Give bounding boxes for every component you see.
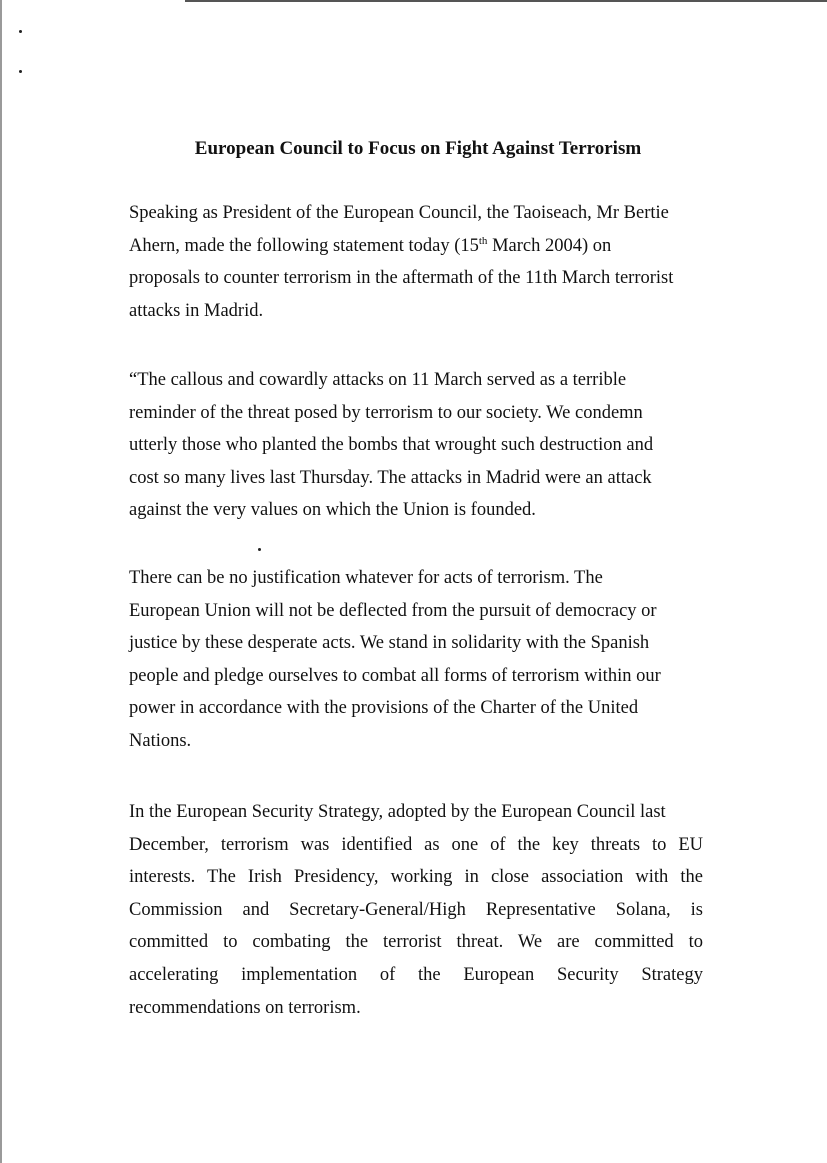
paragraph-line: December, terrorism was identified as one of the key threats to EU xyxy=(129,834,703,855)
paragraph-line: against the very values on which the Union is founded. xyxy=(129,500,536,521)
paragraph-line: There can be no justification whatever for acts of terrorism. The xyxy=(129,568,603,588)
scan-speck xyxy=(258,548,261,551)
line-text: Ahern, made the following statement today (15 xyxy=(129,235,479,256)
paragraph-statement-3 xyxy=(129,796,703,1024)
paragraph-line: European Union will not be deflected from the pursuit of democracy or xyxy=(129,600,657,621)
paragraph-line: “The callous and cowardly attacks on 11 March served as a terrible xyxy=(129,370,627,390)
scan-edge-left xyxy=(0,0,2,1163)
paragraph-line: power in accordance with the provisions of the Charter of the United xyxy=(129,698,639,719)
paragraph-line: reminder of the threat posed by terrorism to our society. We condemn xyxy=(129,402,643,423)
scan-speck xyxy=(19,30,22,33)
document-title: European Council to Focus on Fight Against Terrorism xyxy=(194,138,642,159)
paragraph-statement-2 xyxy=(129,562,703,758)
ordinal-superscript: th xyxy=(478,234,488,247)
paragraph-line: recommendations on terrorism. xyxy=(129,997,361,1018)
paragraph-line: accelerating implementation of the European Security Strategy xyxy=(129,964,703,985)
scan-speck xyxy=(19,70,22,73)
paragraph-line xyxy=(129,230,703,263)
scan-edge-top xyxy=(185,0,827,2)
paragraph-line: attacks in Madrid. xyxy=(129,300,264,321)
paragraph-line: interests. The Irish Presidency, working in close association with the xyxy=(129,867,703,888)
paragraph-line: Commission and Secretary-General/High Representative Solana, is xyxy=(129,899,703,920)
paragraph-line: utterly those who planted the bombs that wrought such destruction and xyxy=(129,435,654,456)
paragraph-line: In the European Security Strategy, adopted by the European Council last xyxy=(129,802,666,822)
paragraph-line: cost so many lives last Thursday. The attacks in Madrid were an attack xyxy=(129,467,652,488)
paragraph-line: people and pledge ourselves to combat all forms of terrorism within our xyxy=(129,665,661,686)
paragraph-intro xyxy=(129,197,703,327)
paragraph-line: proposals to counter terrorism in the aftermath of the 11th March terrorist xyxy=(129,268,674,289)
paragraph-line: committed to combating the terrorist threat. We are committed to xyxy=(129,932,703,953)
paragraph-line: Nations. xyxy=(129,730,192,751)
line-text: March 2004) on xyxy=(487,235,612,256)
paragraph-line: justice by these desperate acts. We stand in solidarity with the Spanish xyxy=(129,633,650,654)
paragraph-statement-1 xyxy=(129,364,703,527)
paragraph-line: Speaking as President of the European Council, the Taoiseach, Mr Bertie xyxy=(129,203,669,223)
